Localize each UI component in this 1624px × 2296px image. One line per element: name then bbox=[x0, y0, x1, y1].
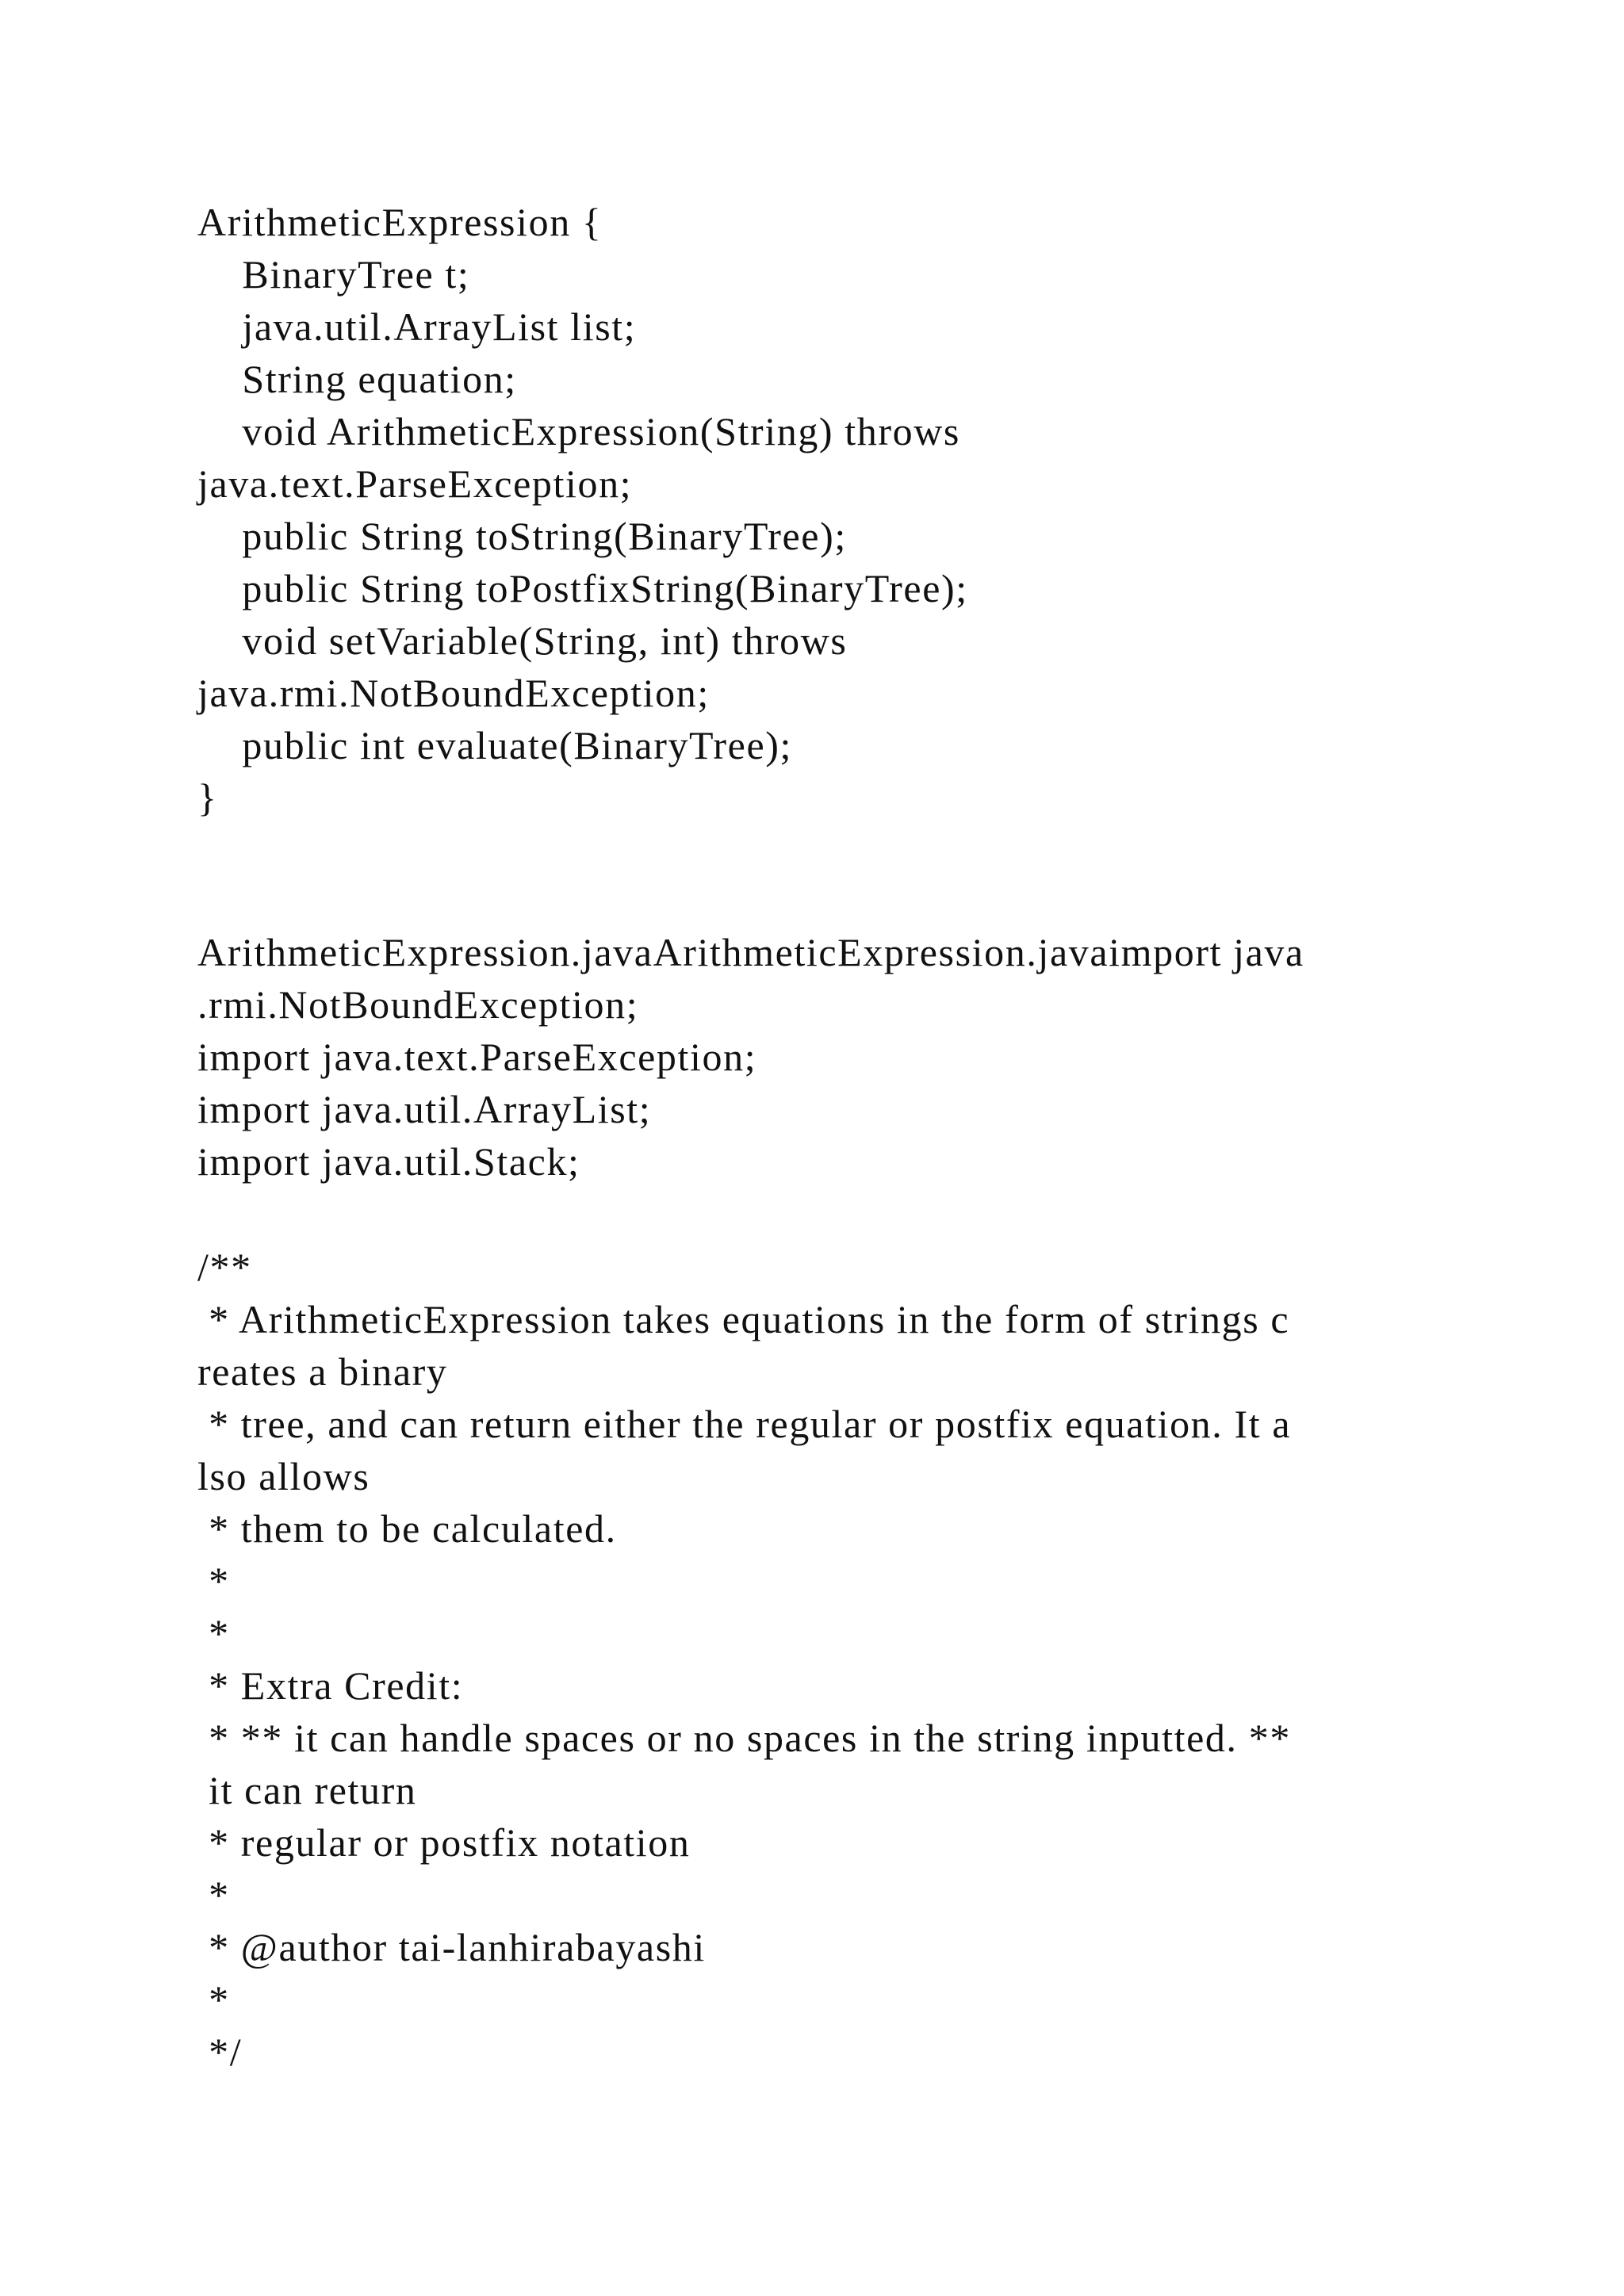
comment-line: * bbox=[197, 1611, 230, 1655]
code-line: String equation; bbox=[197, 357, 517, 401]
doc-comment-block bbox=[197, 1241, 1514, 2078]
comment-line: lso allows bbox=[197, 1454, 370, 1498]
code-line: } bbox=[197, 775, 218, 820]
comment-line: * bbox=[197, 1977, 230, 2022]
code-line: java.util.ArrayList list; bbox=[197, 304, 637, 349]
code-line: import java.text.ParseException; bbox=[197, 1035, 757, 1079]
comment-line: */ bbox=[197, 2030, 243, 2074]
comment-line: reates a binary bbox=[197, 1349, 448, 1394]
class-outline-block bbox=[197, 196, 1514, 824]
code-line: .rmi.NotBoundException; bbox=[197, 982, 639, 1027]
imports-block bbox=[197, 926, 1514, 1188]
code-line: java.text.ParseException; bbox=[197, 461, 633, 506]
code-line: public String toPostfixString(BinaryTree); bbox=[197, 566, 968, 610]
comment-line: * ArithmeticExpression takes equations in the form of strings c bbox=[197, 1297, 1290, 1341]
comment-line: * tree, and can return either the regular or postfix equation. It a bbox=[197, 1402, 1292, 1446]
comment-line: it can return bbox=[197, 1768, 417, 1812]
comment-line: * ** it can handle spaces or no spaces in the string inputted. ** bbox=[197, 1716, 1291, 1760]
comment-line: * bbox=[197, 1559, 230, 1603]
code-line: import java.util.Stack; bbox=[197, 1139, 580, 1184]
comment-line: * @author tai-lanhirabayashi bbox=[197, 1925, 706, 1969]
code-line: void setVariable(String, int) throws bbox=[197, 618, 848, 663]
comment-line: * bbox=[197, 1873, 230, 1917]
code-line: import java.util.ArrayList; bbox=[197, 1087, 652, 1131]
comment-line: * Extra Credit: bbox=[197, 1663, 464, 1708]
code-line: BinaryTree t; bbox=[197, 252, 470, 297]
code-line: void ArithmeticExpression(String) throws bbox=[197, 409, 960, 453]
code-line: public String toString(BinaryTree); bbox=[197, 514, 847, 558]
comment-line: /** bbox=[197, 1245, 252, 1289]
code-line: ArithmeticExpression.javaArithmeticExpression.javaimport java bbox=[197, 930, 1304, 974]
code-line: public int evaluate(BinaryTree); bbox=[197, 723, 793, 767]
comment-line: * them to be calculated. bbox=[197, 1506, 617, 1551]
code-line: java.rmi.NotBoundException; bbox=[197, 671, 710, 715]
code-line: ArithmeticExpression { bbox=[197, 200, 603, 244]
comment-line: * regular or postfix notation bbox=[197, 1820, 691, 1865]
